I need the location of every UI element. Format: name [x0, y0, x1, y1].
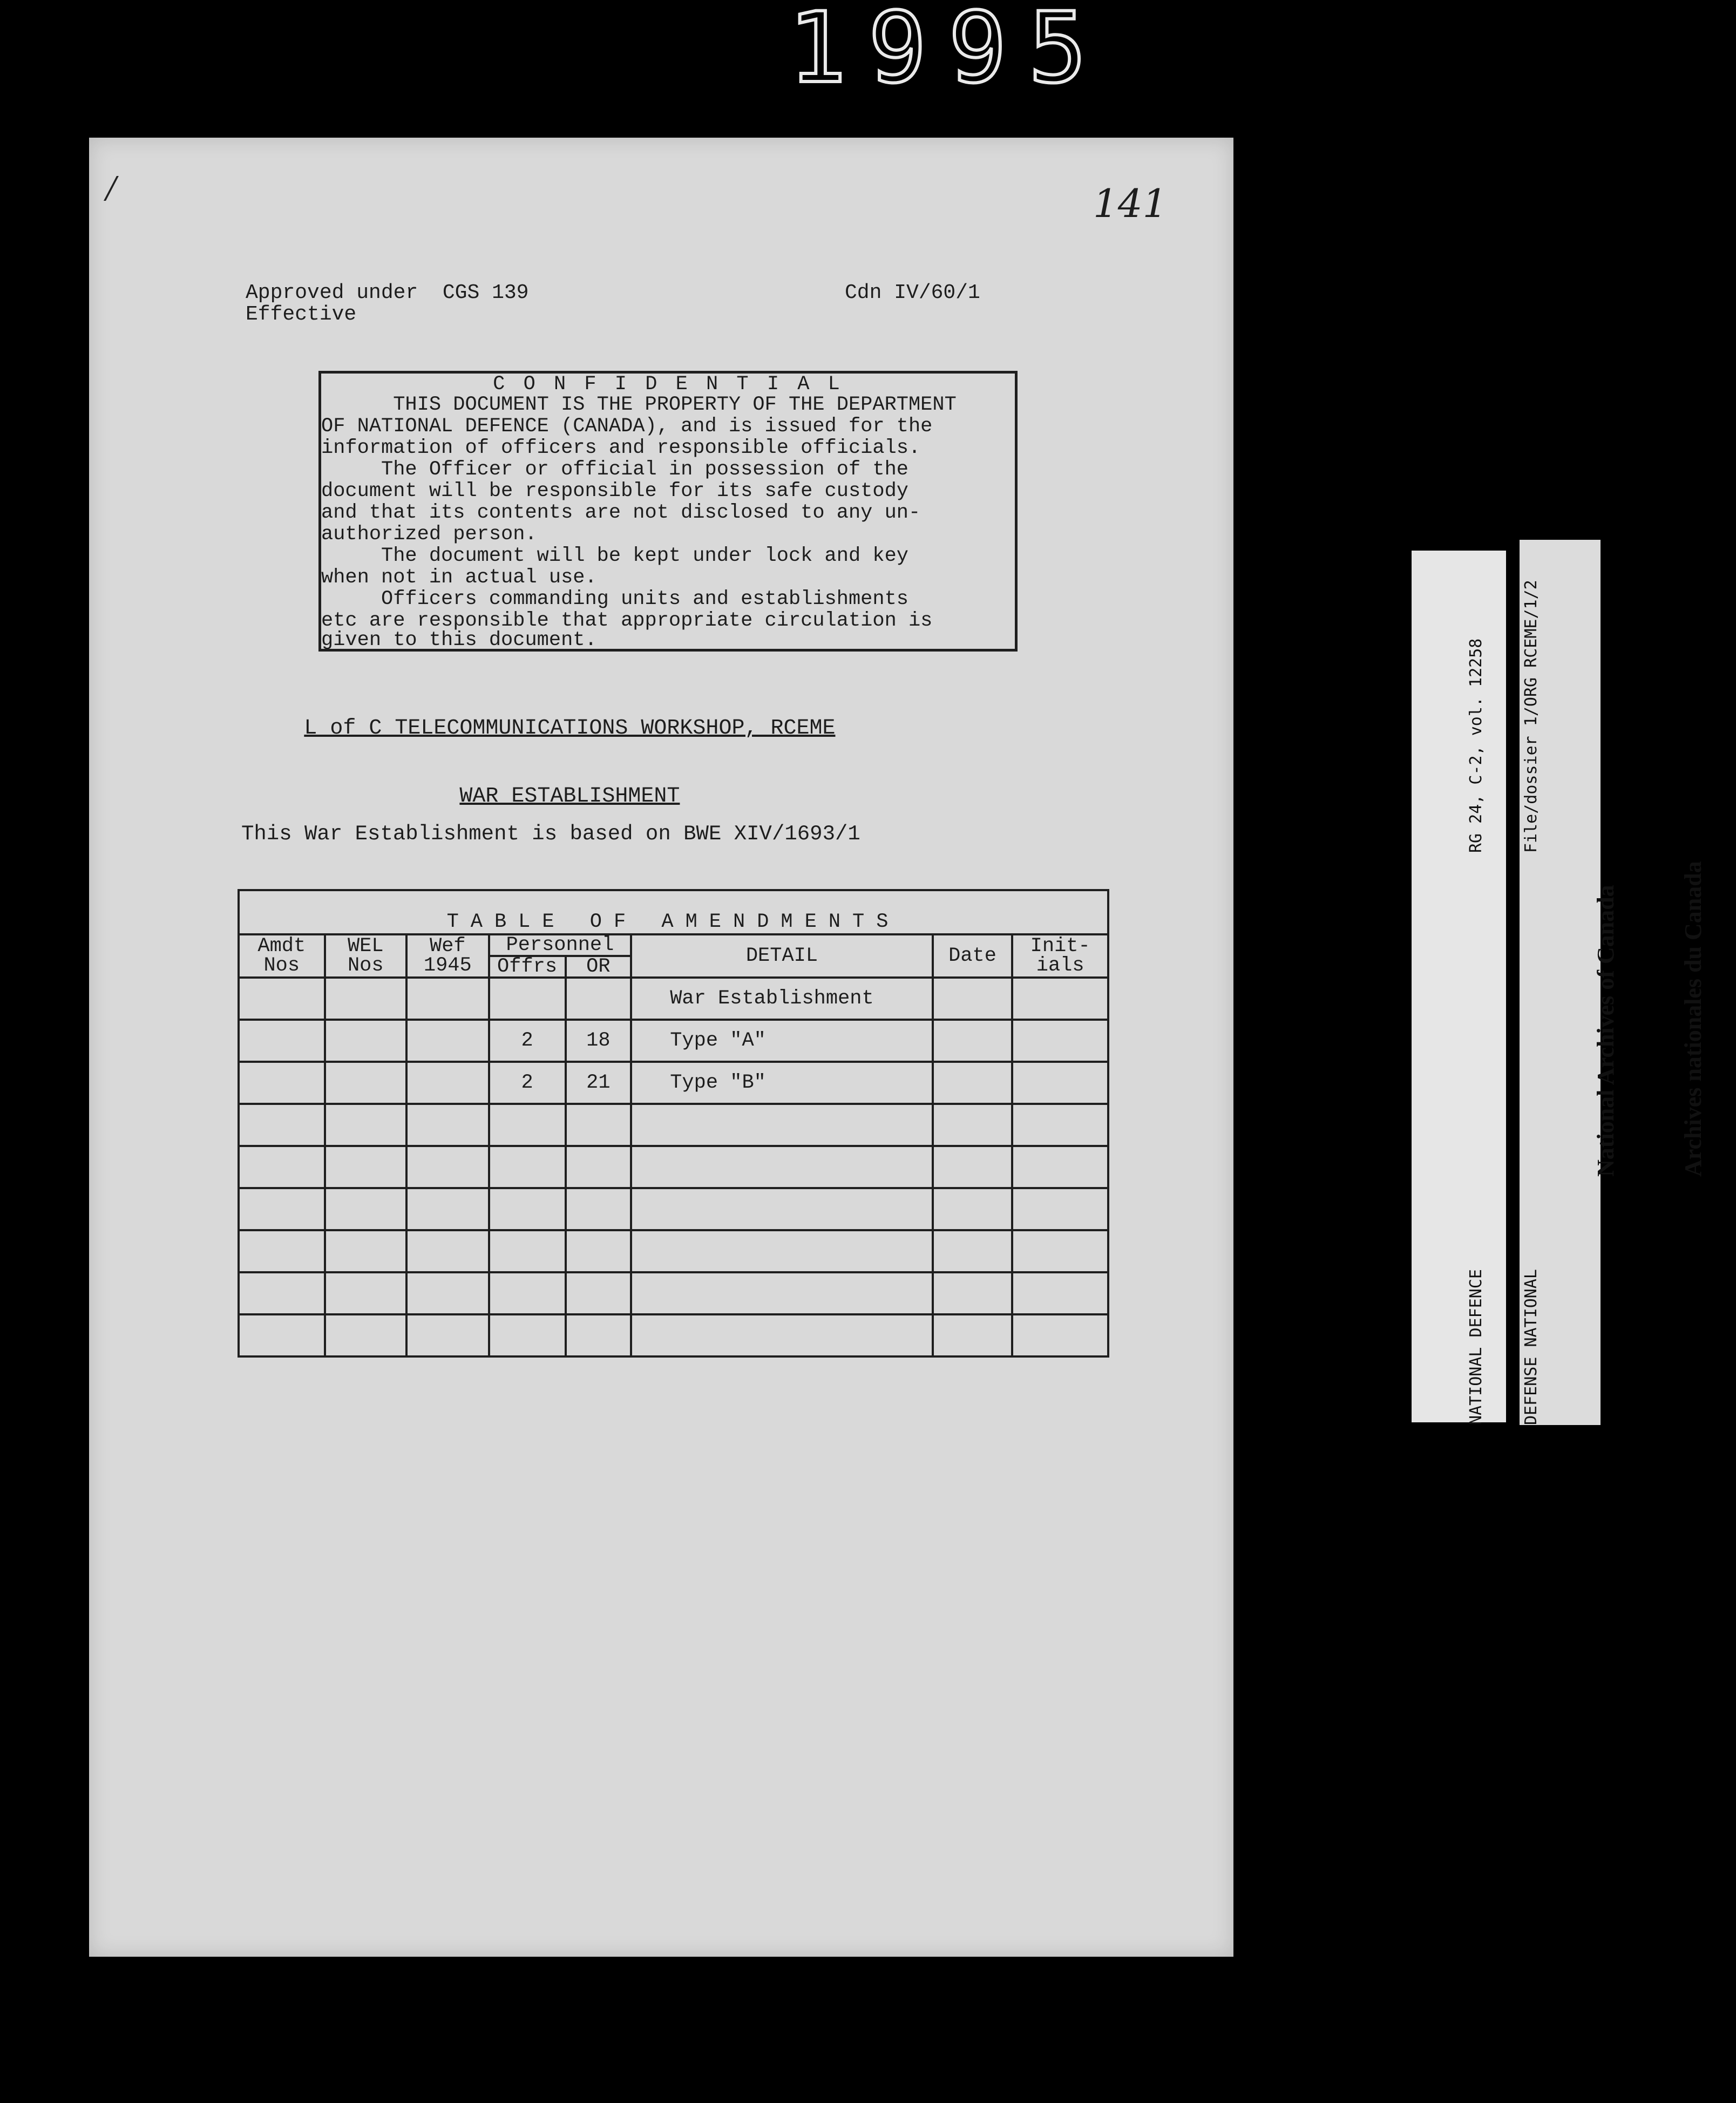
- table-title: TABLE OF AMENDMENTS: [239, 890, 1108, 934]
- basis-line: This War Establishment is based on BWE XIV/1693/1: [241, 822, 860, 846]
- confidential-line: The document will be kept under lock and key: [321, 545, 908, 567]
- document-sheet: [89, 138, 1233, 1957]
- effective-line: Effective: [246, 303, 357, 326]
- amendments-table: [238, 889, 1109, 1358]
- confidential-notice-box: [318, 371, 1018, 652]
- confidential-line: and that its contents are not disclosed to any un-: [321, 501, 921, 524]
- establishment-title: WAR ESTABLISHMENT: [459, 784, 680, 809]
- header-wef-1945: Wef 1945: [406, 934, 489, 978]
- confidential-line: Officers commanding units and establishments: [321, 588, 908, 610]
- table-row-empty: [239, 1314, 1108, 1356]
- page-number: 141: [1093, 181, 1168, 226]
- table-row-empty: [239, 1188, 1108, 1230]
- header-personnel: Personnel: [489, 934, 632, 956]
- defence-line-1: NATIONAL DEFENCE: [1467, 1269, 1486, 1425]
- table-row: [239, 1020, 1108, 1062]
- cell-detail: War Establishment: [631, 978, 932, 1020]
- header-initials: Init- ials: [1012, 934, 1108, 978]
- table-row-empty: [239, 1230, 1108, 1272]
- approved-line: Approved under CGS 139: [246, 281, 529, 304]
- confidential-line: authorized person.: [321, 523, 537, 546]
- header-detail: DETAIL: [631, 934, 932, 978]
- header-wel-nos: WEL Nos: [325, 934, 406, 978]
- confidential-line: when not in actual use.: [321, 566, 597, 589]
- cell-or: [566, 978, 632, 1020]
- table-row-empty: [239, 1146, 1108, 1188]
- table-row-empty: [239, 1104, 1108, 1146]
- table-row-empty: [239, 1272, 1108, 1314]
- confidential-line: OF NATIONAL DEFENCE (CANADA), and is issued for the: [321, 415, 933, 438]
- cell-detail: Type "B": [631, 1062, 932, 1104]
- film-frame-number: 1995: [788, 0, 1109, 105]
- cell-or: 18: [566, 1020, 632, 1062]
- table-row: [239, 1062, 1108, 1104]
- confidential-line: THIS DOCUMENT IS THE PROPERTY OF THE DEPARTMENT: [321, 394, 957, 416]
- archives-english: National Archives of Canada: [1592, 885, 1619, 1177]
- confidential-line: given to this document.: [321, 629, 597, 652]
- document-reference: Cdn IV/60/1: [845, 281, 980, 304]
- defence-line-2: DEFENSE NATIONAL: [1522, 1269, 1541, 1425]
- archives-french: Archives nationales du Canada: [1680, 861, 1706, 1177]
- cell-offrs: 2: [489, 1020, 566, 1062]
- table-row: [239, 978, 1108, 1020]
- header-amdt-nos: Amdt Nos: [239, 934, 325, 978]
- cell-offrs: [489, 978, 566, 1020]
- cell-offrs: 2: [489, 1062, 566, 1104]
- cell-detail: Type "A": [631, 1020, 932, 1062]
- header-offrs: Offrs: [489, 956, 566, 978]
- unit-title: L of C TELECOMMUNICATIONS WORKSHOP, RCEME: [304, 716, 836, 741]
- reference-line-2: File/dossier 1/ORG RCEME/1/2: [1522, 580, 1541, 853]
- confidential-title: C O N F I D E N T I A L: [493, 373, 843, 396]
- header-date: Date: [933, 934, 1013, 978]
- archive-reference-label: [1430, 580, 1559, 853]
- cell-or: 21: [566, 1062, 632, 1104]
- confidential-line: The Officer or official in possession of the: [321, 458, 908, 481]
- national-archives-label: [1533, 861, 1736, 1177]
- confidential-line: information of officers and responsible officials.: [321, 437, 921, 459]
- confidential-line: document will be responsible for its safe custody: [321, 480, 908, 503]
- confidential-line: etc are responsible that appropriate circulation is: [321, 609, 933, 632]
- pencil-mark-icon: ⁄: [100, 170, 123, 213]
- defence-label: [1430, 1269, 1559, 1425]
- header-or: OR: [566, 956, 632, 978]
- reference-line-1: RG 24, C-2, vol. 12258: [1467, 638, 1486, 853]
